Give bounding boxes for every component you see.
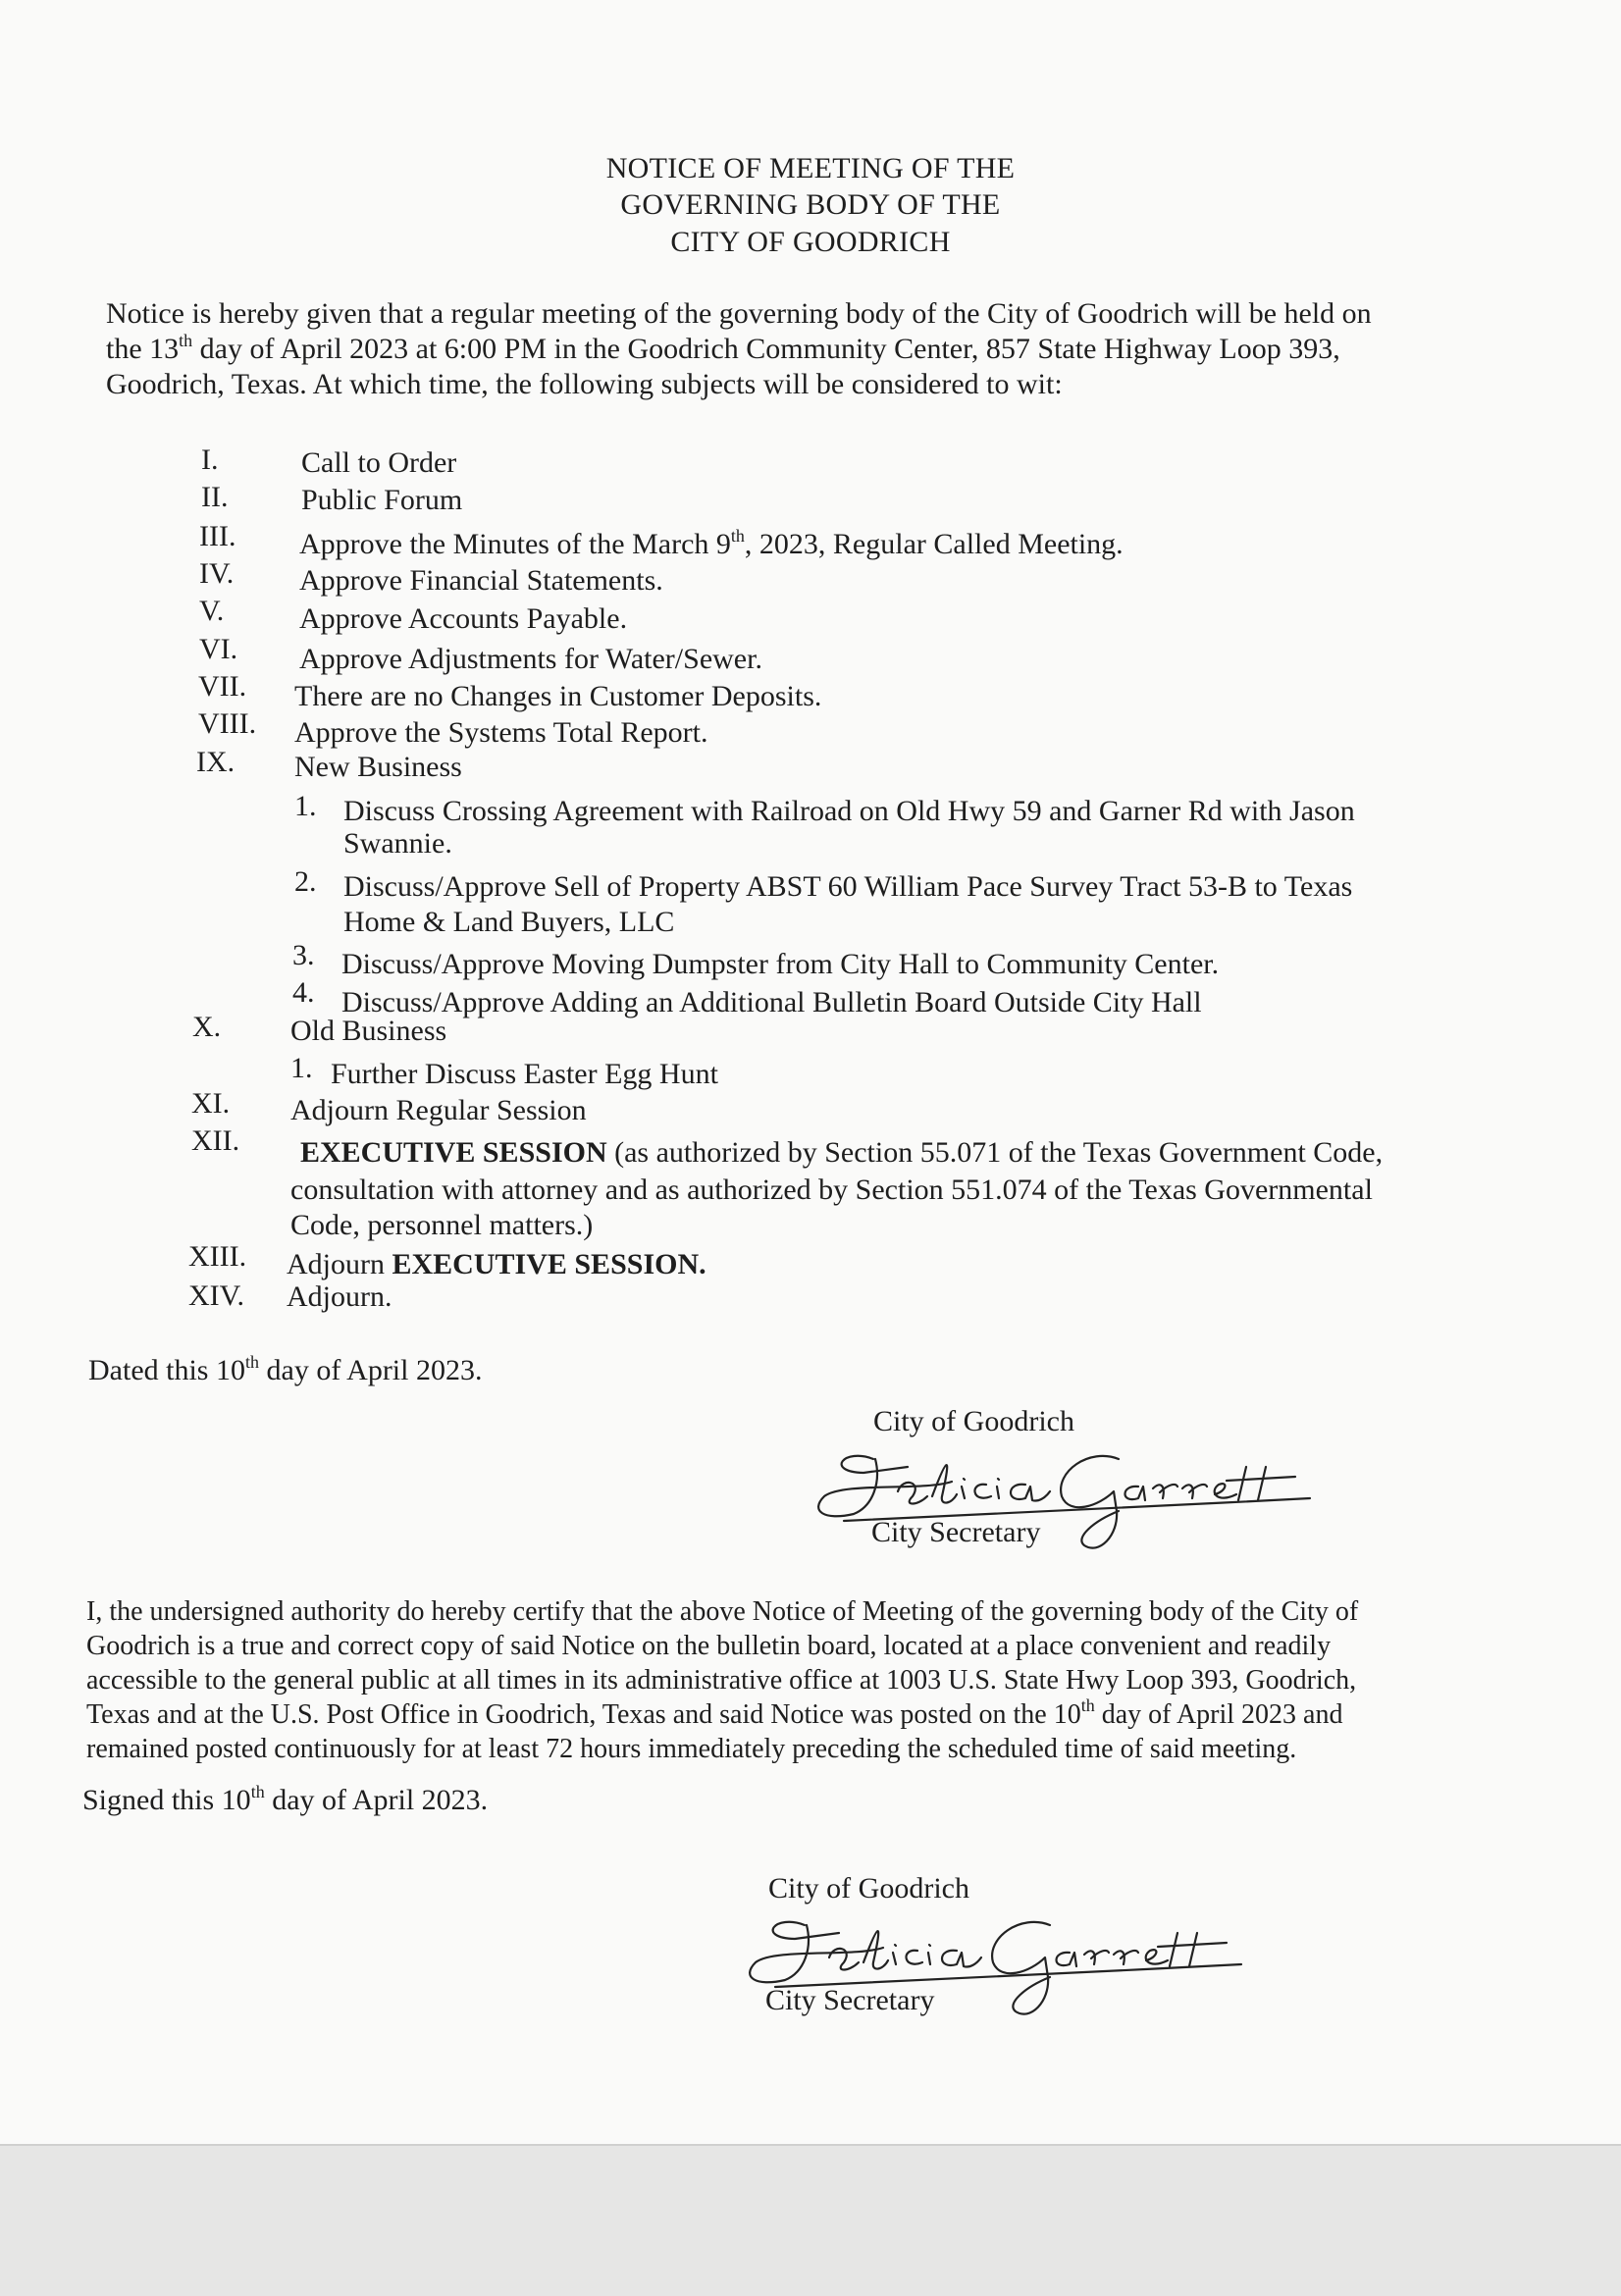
agenda-num-xii: XII. [191, 1124, 240, 1157]
new-business-item-1-line-1: Discuss Crossing Agreement with Railroad on Old Hwy 59 and Garner Rd with Jason [343, 795, 1355, 827]
agenda-num-iv: IV. [199, 557, 235, 590]
title-line-2: GOVERNING BODY OF THE [620, 188, 1001, 221]
agenda-item-adjourn: Adjourn. [287, 1280, 392, 1313]
agenda-num-viii: VIII. [198, 707, 257, 740]
certification-line-5: remained posted continuously for at least 72 hours immediately preceding the scheduled time of said meeting. [86, 1734, 1297, 1764]
agenda-item-adjourn-regular: Adjourn Regular Session [290, 1094, 587, 1126]
agenda-num-xiii: XIII. [188, 1240, 247, 1273]
agenda-num-vii: VII. [198, 670, 247, 703]
agenda-item-customer-deposits: There are no Changes in Customer Deposits. [294, 680, 822, 712]
signature-2-handwriting [706, 1904, 1276, 2031]
signature-2-org: City of Goodrich [768, 1872, 969, 1905]
certification-line-1: I, the undersigned authority do hereby certify that the above Notice of Meeting of the governing body of the City of [86, 1596, 1359, 1627]
agenda-item-approve-minutes: Approve the Minutes of the March 9th, 2023, Regular Called Meeting. [299, 526, 1124, 560]
signature-2-role: City Secretary [765, 1984, 935, 2016]
signature-1-role: City Secretary [871, 1516, 1041, 1548]
dated-line: Dated this 10th day of April 2023. [88, 1352, 483, 1386]
agenda-item-executive-session-line-3: Code, personnel matters.) [290, 1209, 594, 1241]
agenda-item-accounts-payable: Approve Accounts Payable. [299, 602, 628, 635]
certification-paragraph [86, 1594, 1475, 1766]
agenda-num-xi: XI. [191, 1087, 231, 1120]
new-business-item-2-line-1: Discuss/Approve Sell of Property ABST 60 William Pace Survey Tract 53-B to Texas [343, 870, 1353, 903]
agenda-num-ii: II. [201, 481, 229, 513]
agenda-num-xiv: XIV. [188, 1279, 244, 1312]
agenda-num-i: I. [201, 444, 219, 476]
title-line-1: NOTICE OF MEETING OF THE [605, 152, 1016, 184]
agenda-item-adjourn-executive: Adjourn EXECUTIVE SESSION. [287, 1248, 706, 1280]
agenda-item-new-business: New Business [294, 751, 462, 783]
agenda-item-old-business: Old Business [290, 1015, 447, 1047]
certification-line-4: Texas and at the U.S. Post Office in Goodrich, Texas and said Notice was posted on the 10th day of April 2023 and [86, 1696, 1343, 1730]
new-business-item-3: Discuss/Approve Moving Dumpster from City Hall to Community Center. [341, 948, 1220, 980]
agenda-num-vi: VI. [199, 633, 238, 665]
certification-line-3: accessible to the general public at all times in its administrative office at 1003 U.S. State Hwy Loop 393, Goodrich, [86, 1665, 1357, 1696]
certification-line-2: Goodrich is a true and correct copy of said Notice on the bulletin board, located at a place convenient and readily [86, 1631, 1332, 1661]
intro-line-1: Notice is hereby given that a regular meeting of the governing body of the City of Goodrich will be held on [106, 297, 1372, 330]
new-business-num-3: 3. [292, 939, 315, 971]
agenda-num-iii: III. [199, 520, 236, 552]
new-business-num-4: 4. [292, 976, 315, 1009]
old-business-num-1: 1. [290, 1052, 313, 1084]
title-line-3: CITY OF GOODRICH [670, 226, 951, 258]
new-business-item-2-line-2: Home & Land Buyers, LLC [343, 906, 675, 938]
scanner-bed-edge [0, 2144, 1621, 2296]
new-business-num-1: 1. [294, 790, 317, 822]
agenda-item-executive-session-line-1: EXECUTIVE SESSION (as authorized by Section 55.071 of the Texas Government Code, [300, 1136, 1384, 1169]
agenda-num-x: X. [192, 1011, 222, 1043]
agenda-item-systems-total: Approve the Systems Total Report. [294, 716, 708, 749]
agenda-item-public-forum: Public Forum [301, 484, 463, 516]
agenda-item-financial-statements: Approve Financial Statements. [299, 564, 663, 597]
intro-line-2: the 13th day of April 2023 at 6:00 PM in the Goodrich Community Center, 857 State Highway Loop 393, [106, 331, 1340, 365]
new-business-item-4: Discuss/Approve Adding an Additional Bulletin Board Outside City Hall [341, 986, 1202, 1018]
agenda-num-ix: IX. [196, 746, 235, 778]
new-business-item-1-line-2: Swannie. [343, 827, 452, 860]
agenda-item-executive-session-line-2: consultation with attorney and as authorized by Section 551.074 of the Texas Governmental [290, 1174, 1373, 1206]
intro-paragraph [106, 296, 1514, 402]
agenda-item-call-to-order: Call to Order [301, 446, 457, 479]
signed-line: Signed this 10th day of April 2023. [82, 1782, 489, 1816]
new-business-num-2: 2. [294, 865, 317, 898]
old-business-item-1: Further Discuss Easter Egg Hunt [331, 1058, 718, 1090]
signature-1-org: City of Goodrich [873, 1405, 1074, 1437]
agenda-num-v: V. [199, 595, 225, 627]
agenda-item-adjustments: Approve Adjustments for Water/Sewer. [299, 643, 762, 675]
signature-1-handwriting [805, 1437, 1315, 1565]
intro-line-3: Goodrich, Texas. At which time, the following subjects will be considered to wit: [106, 368, 1063, 400]
